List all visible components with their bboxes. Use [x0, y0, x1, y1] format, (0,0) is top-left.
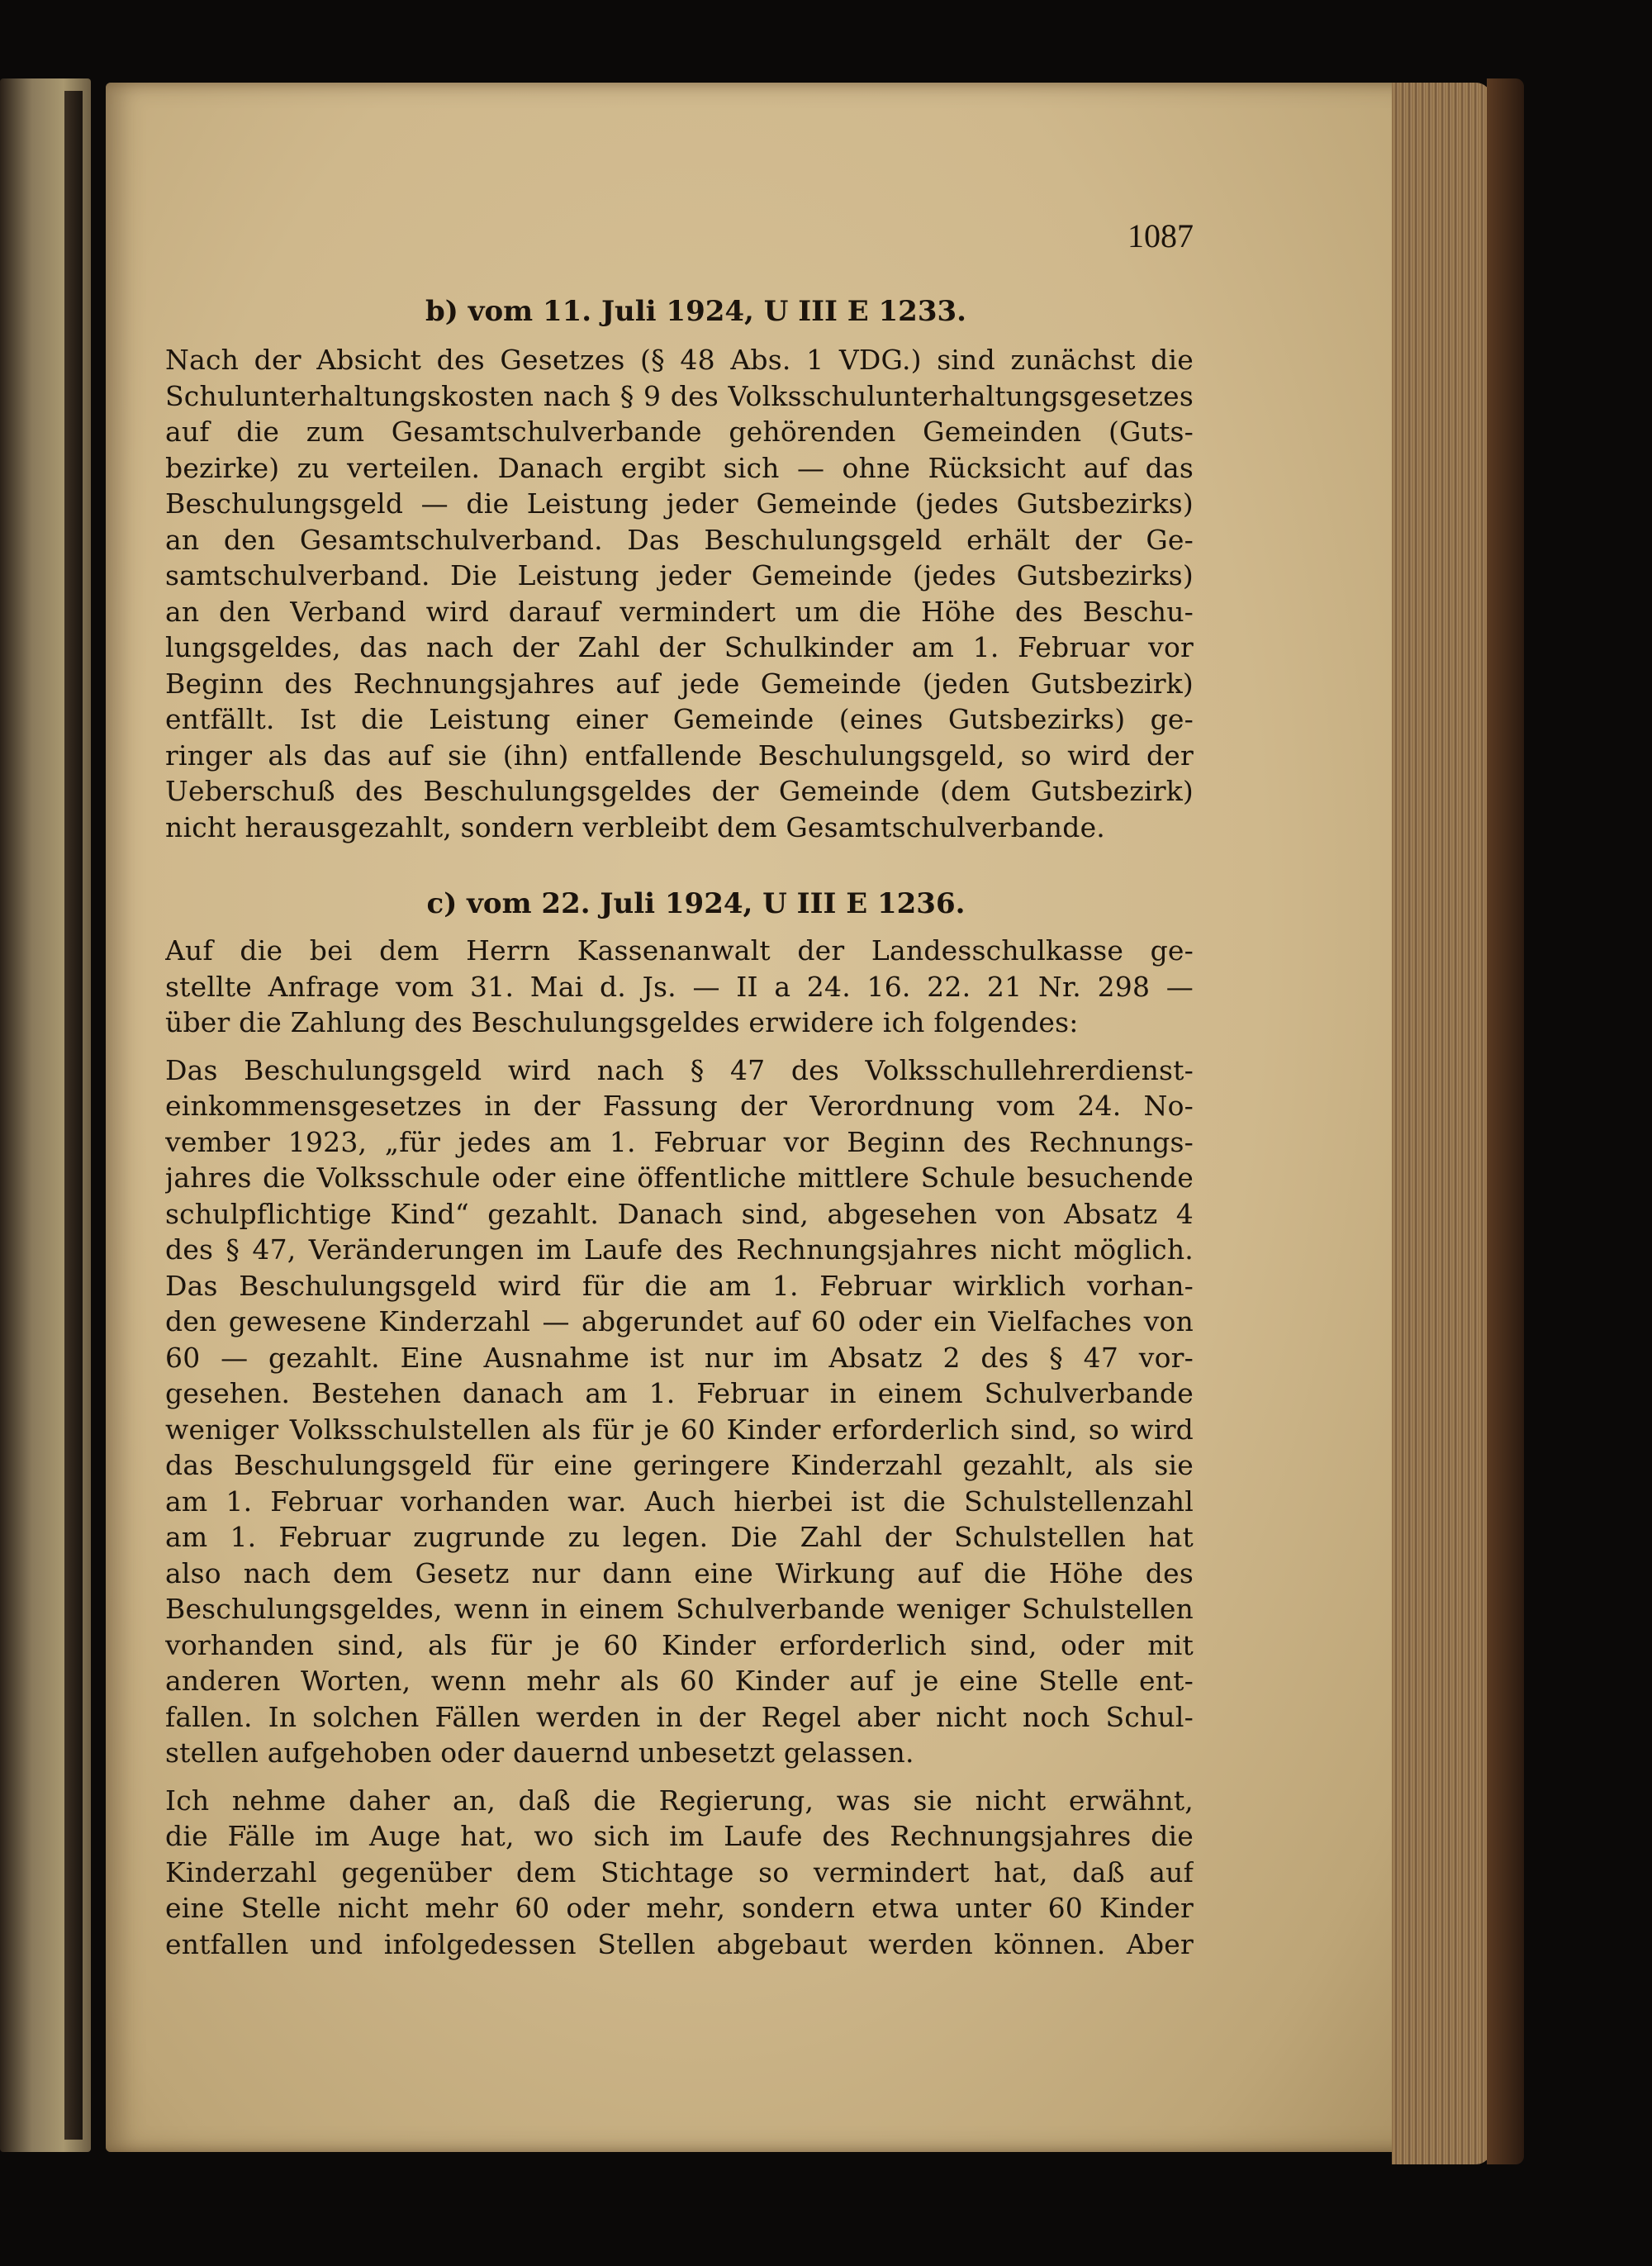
text-line: 60 — gezahlt. Eine Ausnahme ist nur im Absatz 2 des § 47 vor- — [165, 1341, 1194, 1374]
text-line: stellte Anfrage vom 31. Mai d. Js. — II a 24. 16. 22. 21 Nr. 298 — — [165, 970, 1194, 1003]
text-line: Auf die bei dem Herrn Kassenanwalt der Landesschulkasse ge- — [165, 934, 1194, 967]
text-line: eine Stelle nicht mehr 60 oder mehr, sondern etwa unter 60 Kinder — [165, 1892, 1194, 1924]
gutter-shadow — [64, 91, 83, 2140]
page-text — [165, 216, 1194, 1962]
text-line: stellen aufgehoben oder dauernd unbesetzt gelassen. — [165, 1736, 914, 1769]
section-b-heading: b) vom 11. Juli 1924, U III E 1233. — [425, 295, 966, 328]
text-line: also nach dem Gesetz nur dann eine Wirkung auf die Höhe des — [165, 1556, 1194, 1589]
text-line: über die Zahlung des Beschulungsgeldes erwidere ich folgendes: — [165, 1006, 1079, 1038]
section-c-heading: c) vom 22. Juli 1924, U III E 1236. — [426, 887, 966, 920]
text-line: Ich nehme daher an, daß die Regierung, was sie nicht erwähnt, — [165, 1784, 1194, 1817]
section-b-paragraph — [165, 342, 1194, 845]
text-line: weniger Volksschulstellen als für je 60 Kinder erforderlich sind, so wird — [165, 1413, 1194, 1446]
section-c-paragraph-1 — [165, 933, 1194, 1041]
section-c-paragraph-2 — [165, 1052, 1194, 1771]
text-line: jahres die Volksschule oder eine öffentliche mittlere Schule besuchende — [165, 1162, 1194, 1194]
text-line: Beschulungsgeld — die Leistung jeder Gemeinde (jedes Gutsbezirks) — [165, 487, 1194, 520]
text-line: schulpflichtige Kind“ gezahlt. Danach sind, abgesehen von Absatz 4 — [165, 1197, 1194, 1230]
text-line: ringer als das auf sie (ihn) entfallende Beschulungsgeld, so wird der — [165, 739, 1194, 772]
book-spine — [1487, 78, 1524, 2164]
text-line: am 1. Februar vorhanden war. Auch hierbei ist die Schulstellenzahl — [165, 1485, 1194, 1518]
text-line: entfallen und infolgedessen Stellen abgebaut werden können. Aber — [165, 1927, 1194, 1960]
text-line: Beschulungsgeldes, wenn in einem Schulverbande weniger Schulstellen — [165, 1593, 1194, 1625]
text-line: an den Verband wird darauf vermindert um die Höhe des Beschu- — [165, 595, 1194, 628]
text-line: das Beschulungsgeld für eine geringere Kinderzahl gezahlt, als sie — [165, 1449, 1194, 1481]
text-line: Das Beschulungsgeld wird nach § 47 des Volksschullehrerdienst- — [165, 1053, 1194, 1086]
text-line: Nach der Absicht des Gesetzes (§ 48 Abs. 1 VDG.) sind zunächst die — [165, 344, 1194, 376]
text-line: vorhanden sind, als für je 60 Kinder erforderlich sind, oder mit — [165, 1628, 1194, 1661]
text-line: an den Gesamtschulverband. Das Beschulungsgeld erhält der Ge- — [165, 523, 1194, 556]
text-line: lungsgeldes, das nach der Zahl der Schulkinder am 1. Februar vor — [165, 631, 1194, 663]
page-number: 1087 — [1127, 217, 1194, 254]
section-c-paragraph-3 — [165, 1783, 1194, 1963]
text-line: samtschulverband. Die Leistung jeder Gemeinde (jedes Gutsbezirks) — [165, 559, 1194, 591]
text-line: einkommensgesetzes in der Fassung der Verordnung vom 24. No- — [165, 1090, 1194, 1122]
text-line: Beginn des Rechnungsjahres auf jede Gemeinde (jeden Gutsbezirk) — [165, 667, 1194, 700]
text-line: Schulunterhaltungskosten nach § 9 des Volksschulunterhaltungsgesetzes — [165, 379, 1194, 412]
text-line: den gewesene Kinderzahl — abgerundet auf 60 oder ein Vielfaches von — [165, 1305, 1194, 1337]
text-line: Das Beschulungsgeld wird für die am 1. Februar wirklich vorhan- — [165, 1269, 1194, 1302]
text-line: die Fälle im Auge hat, wo sich im Laufe des Rechnungsjahres die — [165, 1820, 1194, 1852]
page-block-edges — [1392, 83, 1491, 2164]
text-line: fallen. In solchen Fällen werden in der Regel aber nicht noch Schul- — [165, 1700, 1194, 1733]
text-line: entfällt. Ist die Leistung einer Gemeinde (eines Gutsbezirks) ge- — [165, 703, 1194, 735]
text-line: auf die zum Gesamtschulverbande gehörenden Gemeinden (Guts- — [165, 416, 1194, 448]
text-line: vember 1923, „für jedes am 1. Februar vor Beginn des Rechnungs- — [165, 1125, 1194, 1158]
text-line: Kinderzahl gegenüber dem Stichtage so vermindert hat, daß auf — [165, 1855, 1194, 1888]
text-line: des § 47, Veränderungen im Laufe des Rechnungsjahres nicht möglich. — [165, 1233, 1194, 1266]
text-line: anderen Worten, wenn mehr als 60 Kinder auf je eine Stelle ent- — [165, 1665, 1194, 1697]
text-line: nicht herausgezahlt, sondern verbleibt dem Gesamtschulverbande. — [165, 810, 1105, 843]
text-line: am 1. Februar zugrunde zu legen. Die Zahl der Schulstellen hat — [165, 1521, 1194, 1553]
text-line: bezirke) zu verteilen. Danach ergibt sich — ohne Rücksicht auf das — [165, 451, 1194, 484]
text-line: Ueberschuß des Beschulungsgeldes der Gemeinde (dem Gutsbezirk) — [165, 775, 1194, 807]
text-line: gesehen. Bestehen danach am 1. Februar in einem Schulverbande — [165, 1377, 1194, 1409]
